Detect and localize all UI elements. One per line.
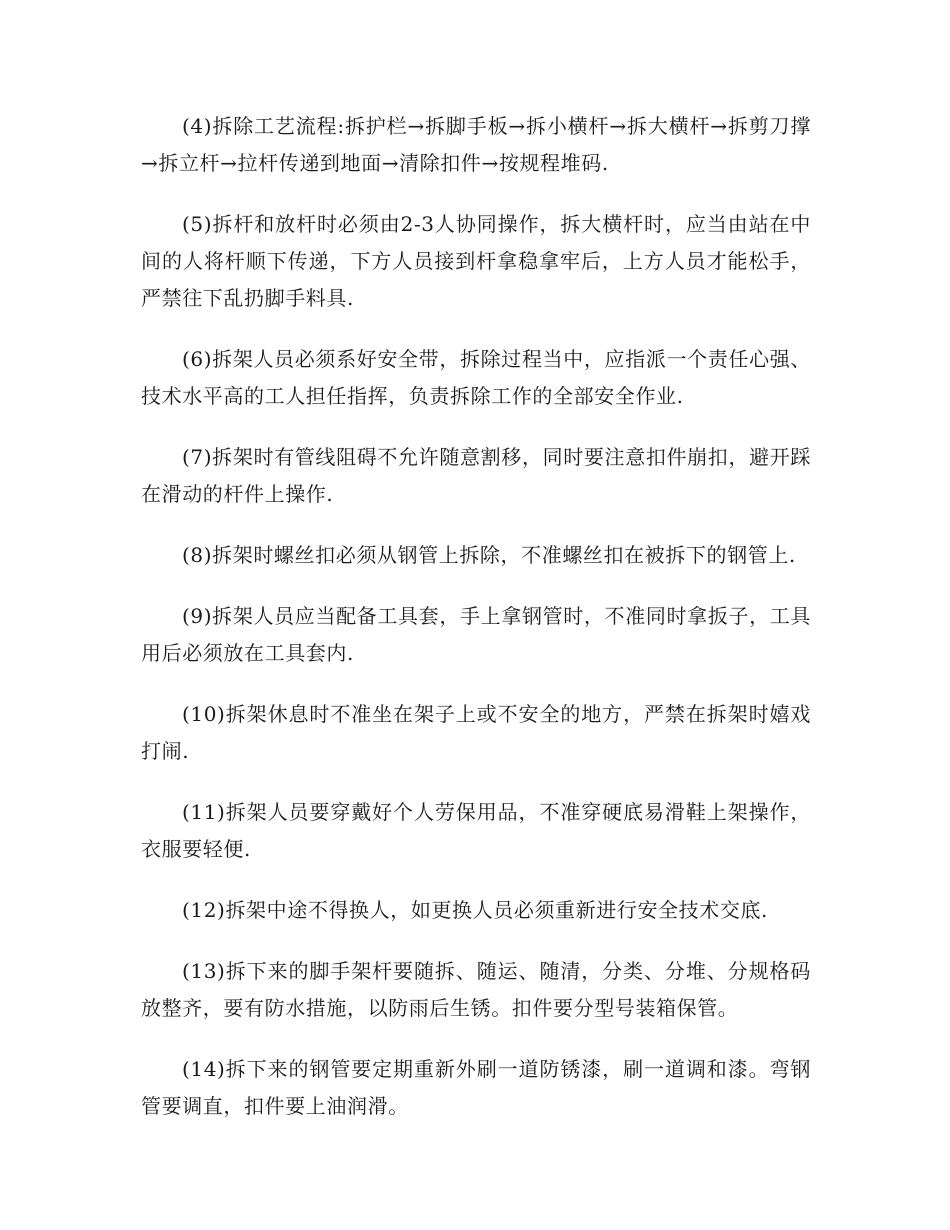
paragraph-item-10: (10)拆架休息时不准坐在架子上或不安全的地方，严禁在拆架时嬉戏打闹. [141, 702, 811, 763]
paragraph-item-13: (13)拆下来的脚手架杆要随拆、随运、随清，分类、分堆、分规格码放整齐，要有防水措施，以防雨后生锈。扣件要分型号装箱保管。 [141, 959, 811, 1020]
document-body [141, 108, 811, 1149]
paragraph-item-12: (12)拆架中途不得换人，如更换人员必须重新进行安全技术交底. [182, 898, 769, 922]
paragraph-item-9: (9)拆架人员应当配备工具套，手上拿钢管时，不准同时拿扳子，工具用后必须放在工具套内. [141, 604, 811, 665]
paragraph-item-7: (7)拆架时有管线阻碍不允许随意割移，同时要注意扣件崩扣，避开踩在滑动的杆件上操作. [141, 445, 811, 506]
paragraph-item-5: (5)拆杆和放杆时必须由2-3人协同操作，拆大横杆时，应当由站在中间的人将杆顺下传递，下方人员接到杆拿稳拿牢后，上方人员才能松手，严禁往下乱扔脚手料具. [141, 212, 811, 310]
paragraph-item-6: (6)拆架人员必须系好安全带，拆除过程当中，应指派一个责任心强、技术水平高的工人担任指挥，负责拆除工作的全部安全作业. [141, 347, 811, 408]
paragraph-item-4: (4)拆除工艺流程:拆护栏→拆脚手板→拆小横杆→拆大横杆→拆剪刀撑→拆立杆→拉杆传递到地面→清除扣件→按规程堆码. [141, 114, 811, 175]
paragraph-item-11: (11)拆架人员要穿戴好个人劳保用品，不准穿硬底易滑鞋上架操作，衣服要轻便. [141, 800, 811, 861]
paragraph-item-14: (14)拆下来的钢管要定期重新外刷一道防锈漆，刷一道调和漆。弯钢管要调直，扣件要上油润滑。 [141, 1057, 811, 1118]
paragraph-item-8: (8)拆架时螺丝扣必须从钢管上拆除，不准螺丝扣在被拆下的钢管上. [182, 543, 796, 567]
